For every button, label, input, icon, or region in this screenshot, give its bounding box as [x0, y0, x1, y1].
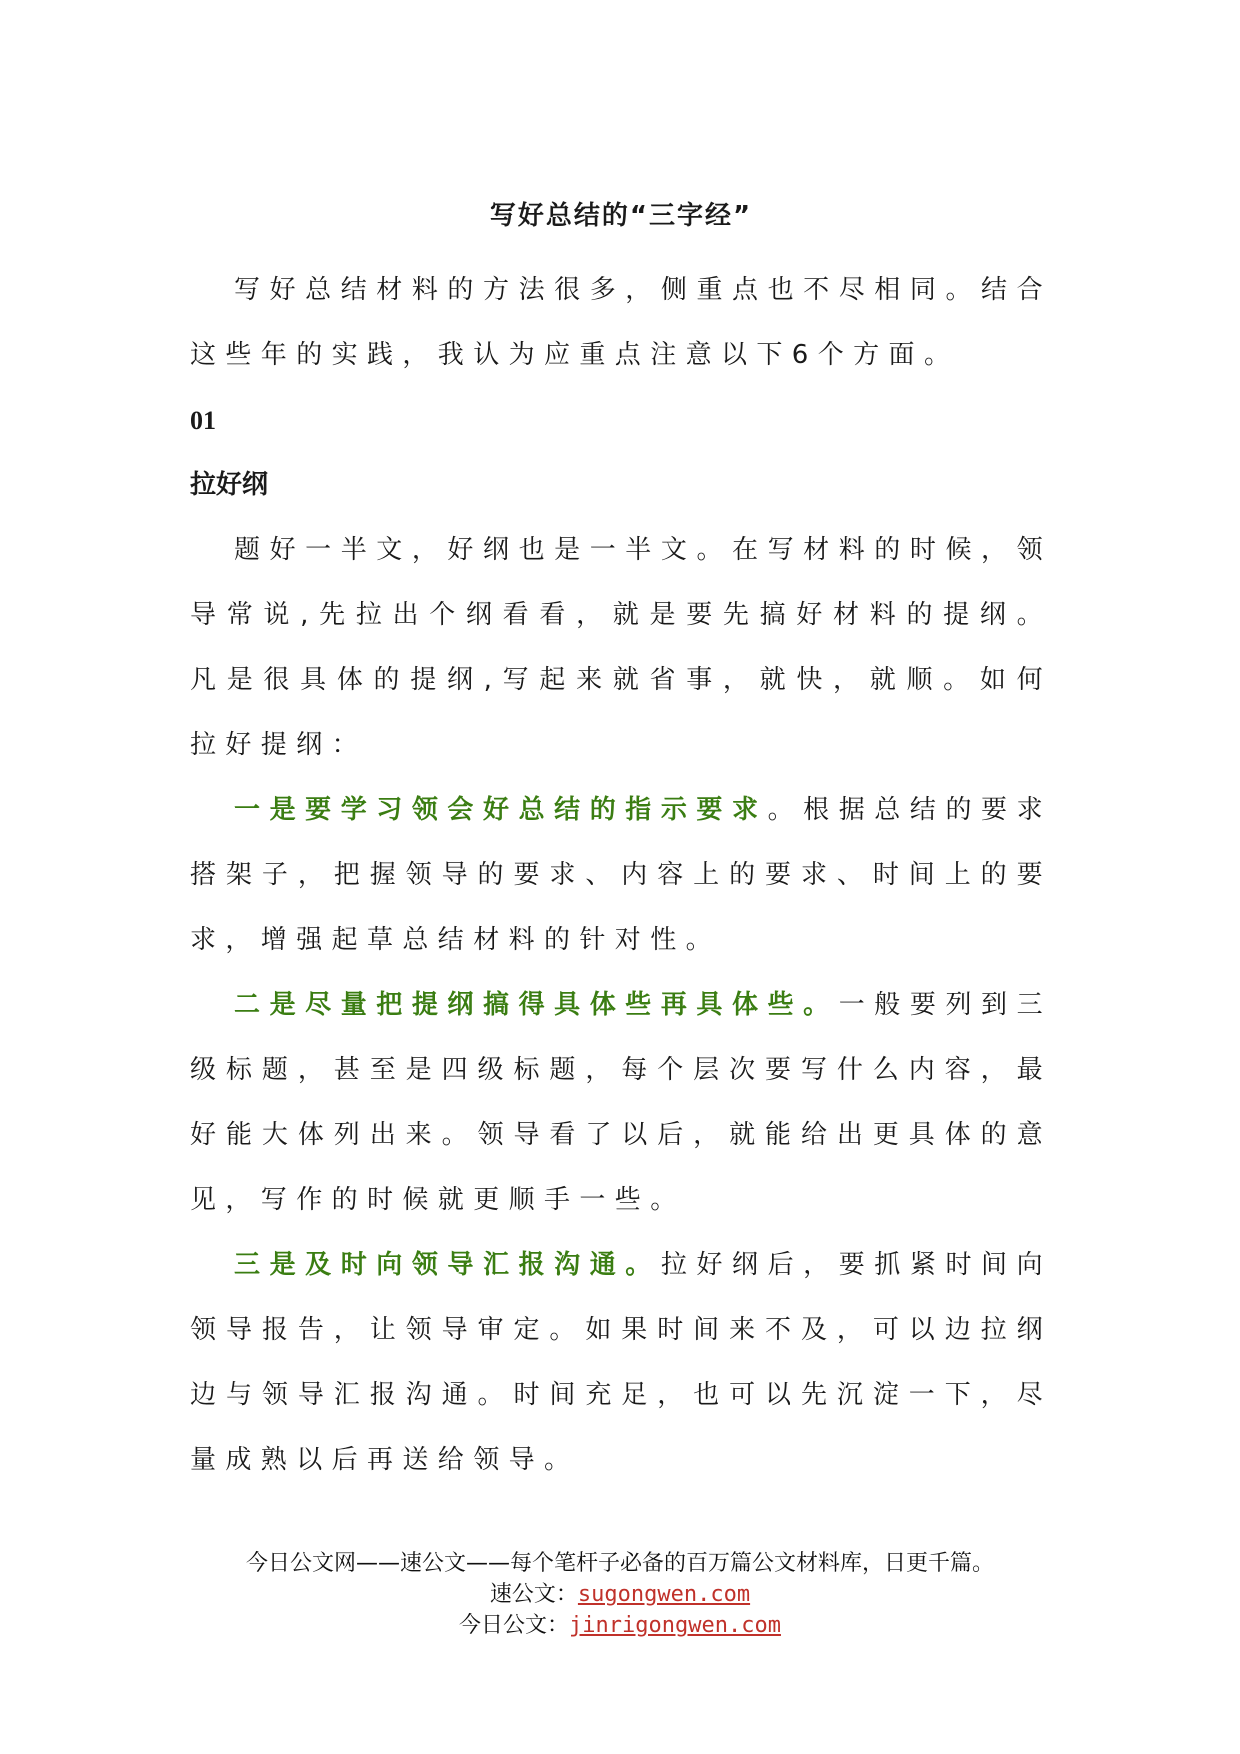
- section-title: 拉好纲: [190, 470, 269, 500]
- sugongwen-link[interactable]: sugongwen.com: [577, 1582, 751, 1607]
- section-paragraph: 题好一半文，好纲也是一半文。在写材料的时候，领导常说,先拉出个纲看看，就是要先搞好材料的提纲。凡是很具体的提纲,写起来就省事，就快，就顺。如何拉好提纲：: [190, 535, 1052, 760]
- point-one-paragraph: [190, 778, 1052, 973]
- intro-paragraph: 写好总结材料的方法很多，侧重点也不尽相同。结合这些年的实践，我认为应重点注意以下6个方面。: [190, 275, 1052, 370]
- footer-tagline: 今日公文网——速公文——每个笔杆子必备的百万篇公文材料库，日更千篇。: [245, 1551, 994, 1576]
- jinrigongwen-link[interactable]: jinrigongwen.com: [569, 1613, 781, 1638]
- footer-sugongwen-label: 速公文：: [489, 1582, 578, 1607]
- document-body: [190, 195, 1052, 1493]
- point-two-lead: 二是尽量把提纲搞得具体些再具体些。: [234, 990, 839, 1020]
- section-number: 01: [190, 406, 216, 435]
- point-three-lead: 三是及时向领导汇报沟通。: [234, 1250, 661, 1280]
- point-three-paragraph: [190, 1233, 1052, 1493]
- footer-sugongwen-line: [0, 1579, 1240, 1610]
- footer-jinrigongwen-line: [0, 1610, 1240, 1641]
- point-one-lead: 一是要学习领会好总结的指示要求: [234, 795, 768, 825]
- document-title: 写好总结的“三字经”: [489, 201, 753, 231]
- point-three-text: 拉好纲后，要抓紧时间向领导报告，让领导审定。如果时间来不及，可以边拉纲边与领导汇报沟通。时间充足，也可以先沉淀一下，尽量成熟以后再送给领导。: [190, 1250, 1052, 1475]
- point-two-paragraph: [190, 973, 1052, 1233]
- page-footer: [0, 1548, 1240, 1641]
- point-two-text: 一般要列到三级标题，甚至是四级标题，每个层次要写什么内容，最好能大体列出来。领导看了以后，就能给出更具体的意见，写作的时候就更顺手一些。: [190, 990, 1052, 1215]
- footer-jinrigongwen-label: 今日公文：: [459, 1613, 570, 1638]
- point-one-text: 。根据总结的要求搭架子，把握领导的要求、内容上的要求、时间上的要求，增强起草总结材料的针对性。: [190, 795, 1052, 955]
